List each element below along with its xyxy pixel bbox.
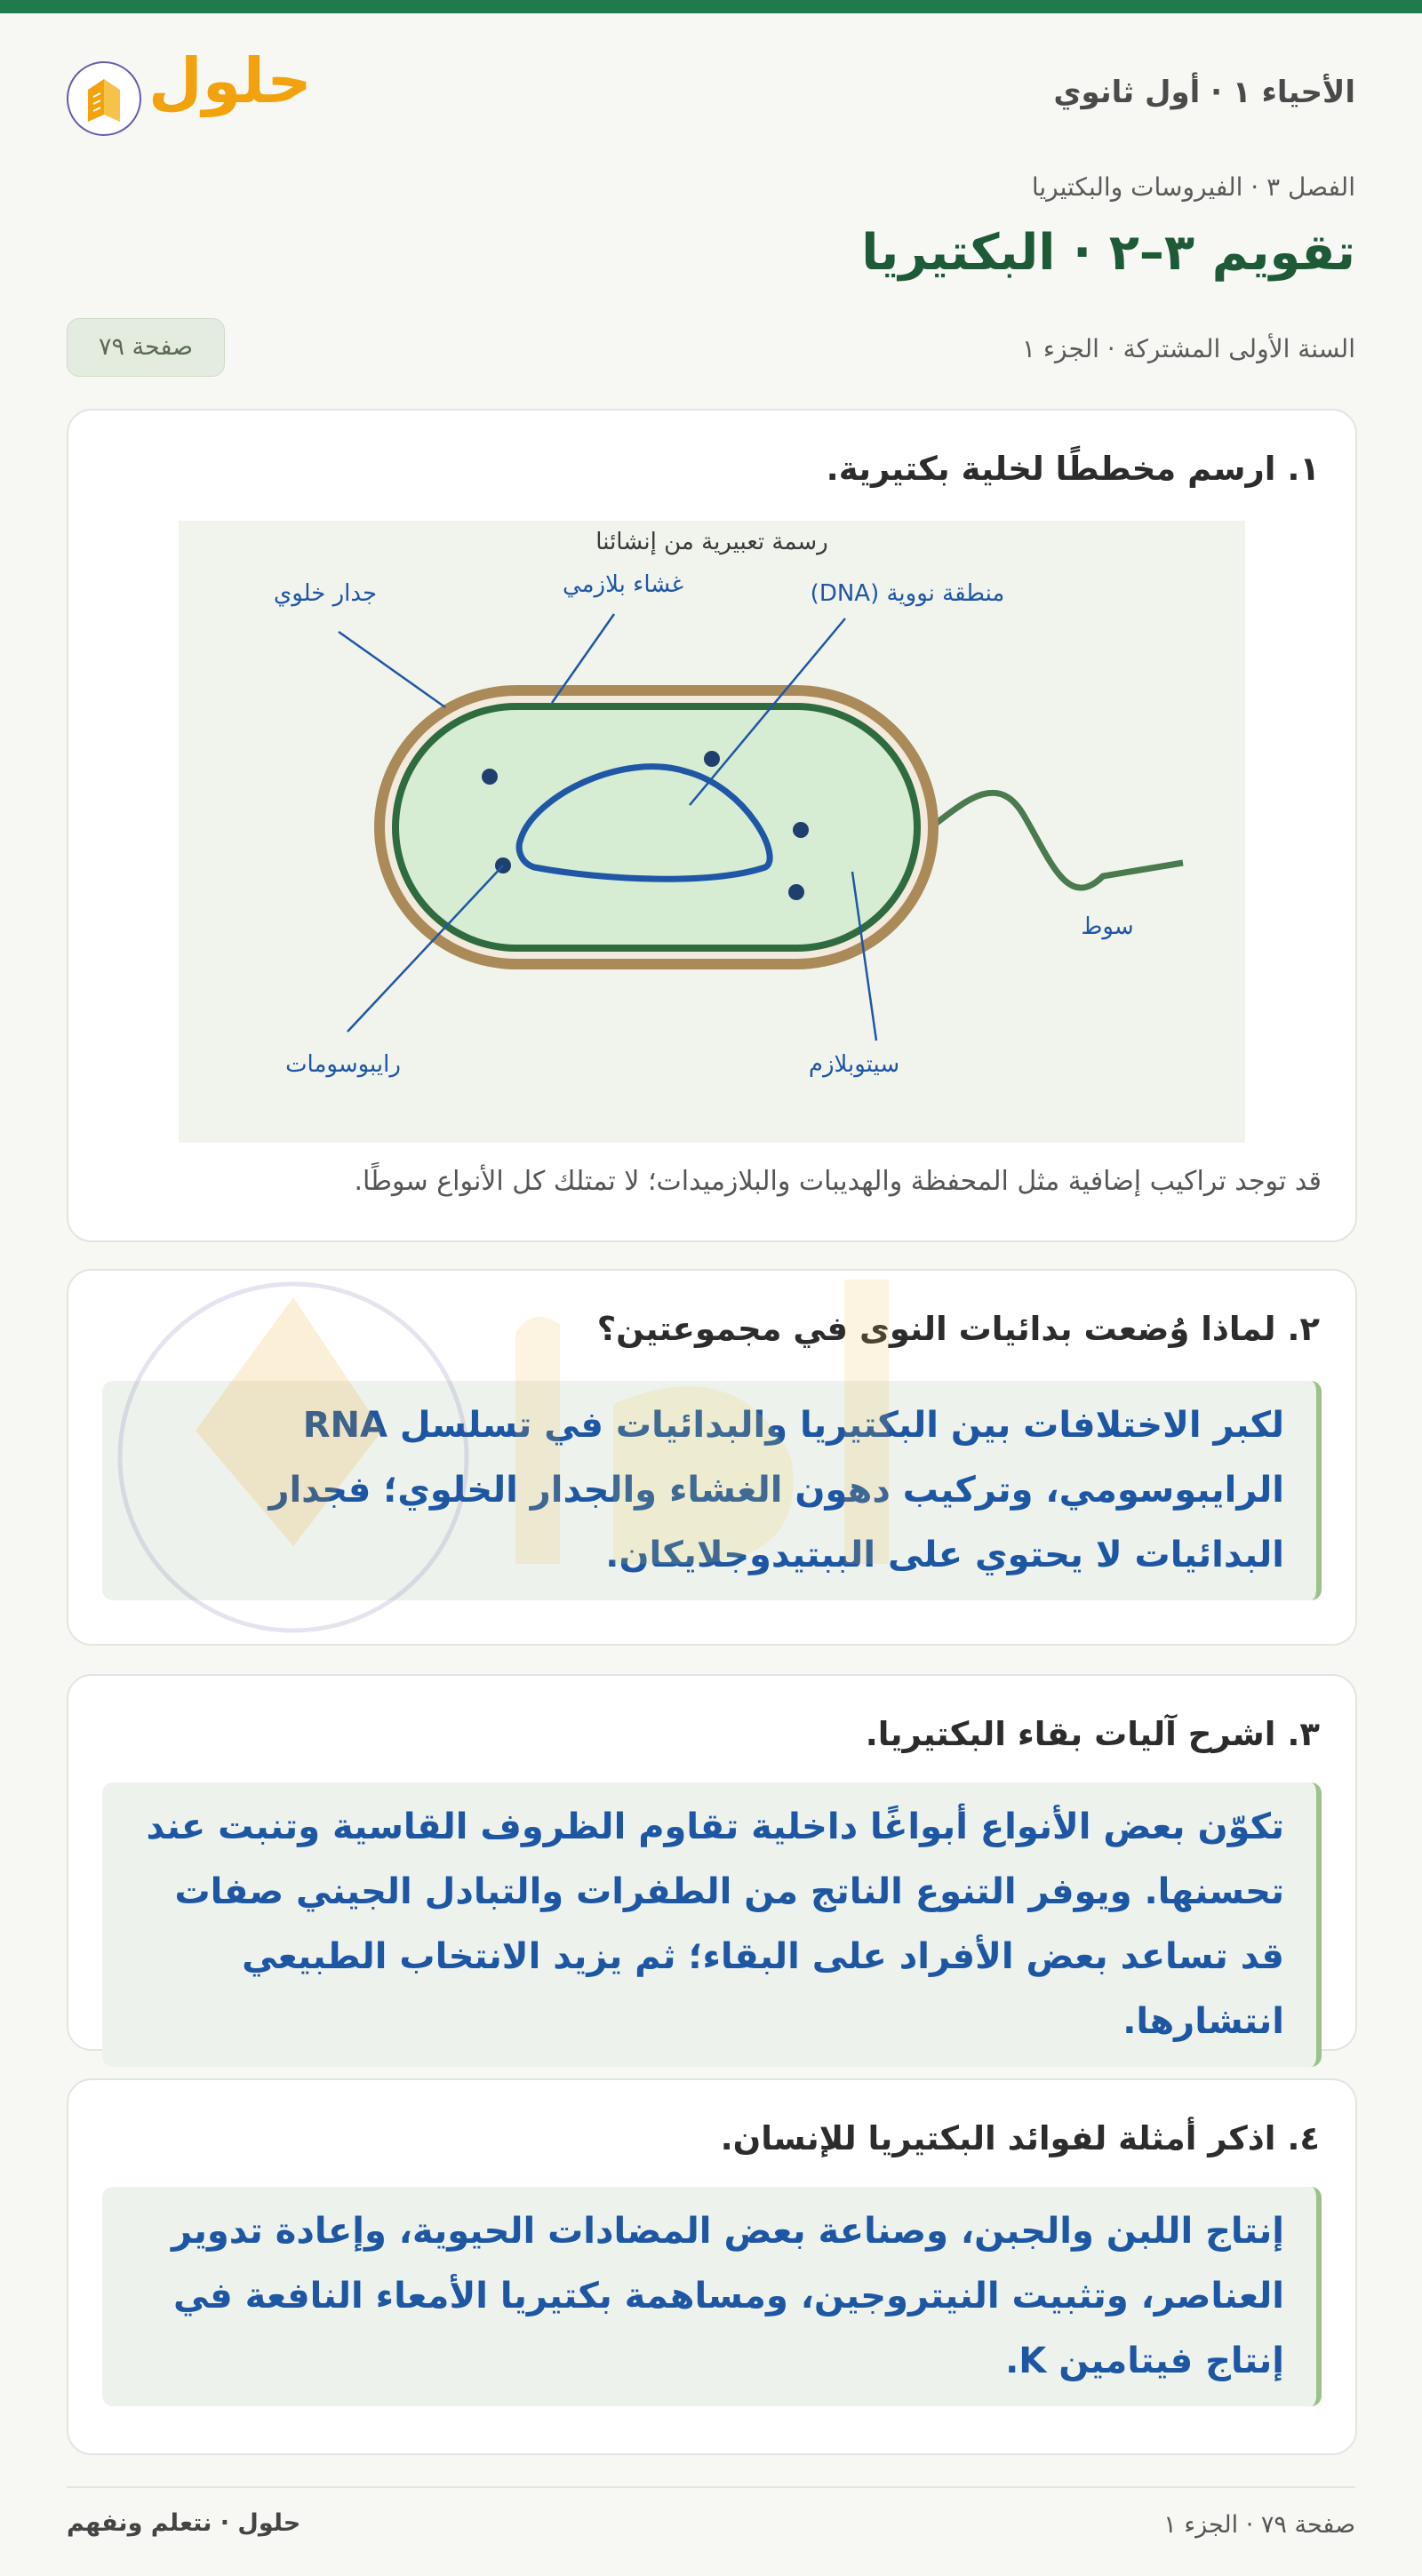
flagellum-shape [925,793,1183,888]
footer-divider [67,2486,1355,2488]
answer-box: تكوّن بعض الأنواع أبواغًا داخلية تقاوم الظروف القاسية وتنبت عند تحسنها. ويوفر التنوع الناتج من الطفرات والتبادل الجيني صفات قد تساعد بعض الأفراد على البقاء؛ ثم يزيد الانتخاب الطبيعي انتشارها. [102,1782,1322,2067]
label-cell-wall: جدار خلوي [273,580,378,607]
page-badge: صفحة ٧٩ [67,318,225,377]
label-ribosomes: رايبوسومات [285,1051,401,1078]
hulul-logo[interactable] [67,44,324,139]
question-text: ٤. اذكر أمثلة لفوائد البكتيريا للإنسان. [720,2119,1320,2157]
lesson-title: تقويم ٣–٢ · البكتيريا [861,224,1355,282]
ribosome-dot [704,751,720,767]
page-header [67,44,1355,139]
logo-wordmark: حلول [148,44,312,117]
bacterial-cell-diagram [179,521,1245,1143]
question-card-3 [67,1674,1357,2051]
term-label: السنة الأولى المشتركة · الجزء ١ [1021,334,1355,363]
cytoplasm-shape [399,710,914,945]
label-nucleoid: منطقة نووية (DNA) [810,580,1005,607]
top-accent-bar [0,0,1422,13]
book-icon [67,61,141,136]
ribosome-dot [793,822,809,838]
footer-page: صفحة ٧٩ · الجزء ١ [1163,2511,1355,2539]
label-plasma-membrane: غشاء بلازمي [562,571,684,598]
diagram-caption: رسمة تعبيرية من إنشائنا [595,529,828,555]
question-text: ١. ارسم مخططًا لخلية بكتيرية. [826,450,1320,488]
question-text: ٢. لماذا وُضعت بدائيات النوى في مجموعتين؟ [596,1310,1320,1348]
question-text: ٣. اشرح آليات بقاء البكتيريا. [865,1715,1320,1753]
subject-title: الأحياء ١ · أول ثانوي [1053,75,1355,110]
question-card-1 [67,409,1357,1242]
ribosome-dot [482,769,498,785]
diagram-note: قد توجد تراكيب إضافية مثل المحفظة والهديبات والبلازميدات؛ لا تمتلك كل الأنواع سوطًا. [354,1166,1322,1197]
chapter-label: الفصل ٣ · الفيروسات والبكتيريا [1031,172,1355,202]
label-cytoplasm: سيتوبلازم [808,1051,900,1078]
bacteria-illustration [179,521,1245,1143]
footer-brand: حلول · نتعلم ونفهم [67,2509,301,2537]
ribosome-dot [788,884,804,900]
question-card-2 [67,1269,1357,1646]
answer-box: لكبر الاختلافات بين البكتيريا والبدائيات في تسلسل RNA الرايبوسومي، وتركيب دهون الغشاء والجدار الخلوي؛ فجدار البدائيات لا يحتوي على الببتيدوجلايكان. [102,1381,1322,1600]
answer-box: إنتاج اللبن والجبن، وصناعة بعض المضادات الحيوية، وإعادة تدوير العناصر، وتثبيت النيتروجين، ومساهمة بكتيريا الأمعاء النافعة في إنتاج فيتامين K. [102,2187,1322,2406]
question-card-4 [67,2078,1357,2455]
label-flagellum: سوط [1081,913,1134,940]
